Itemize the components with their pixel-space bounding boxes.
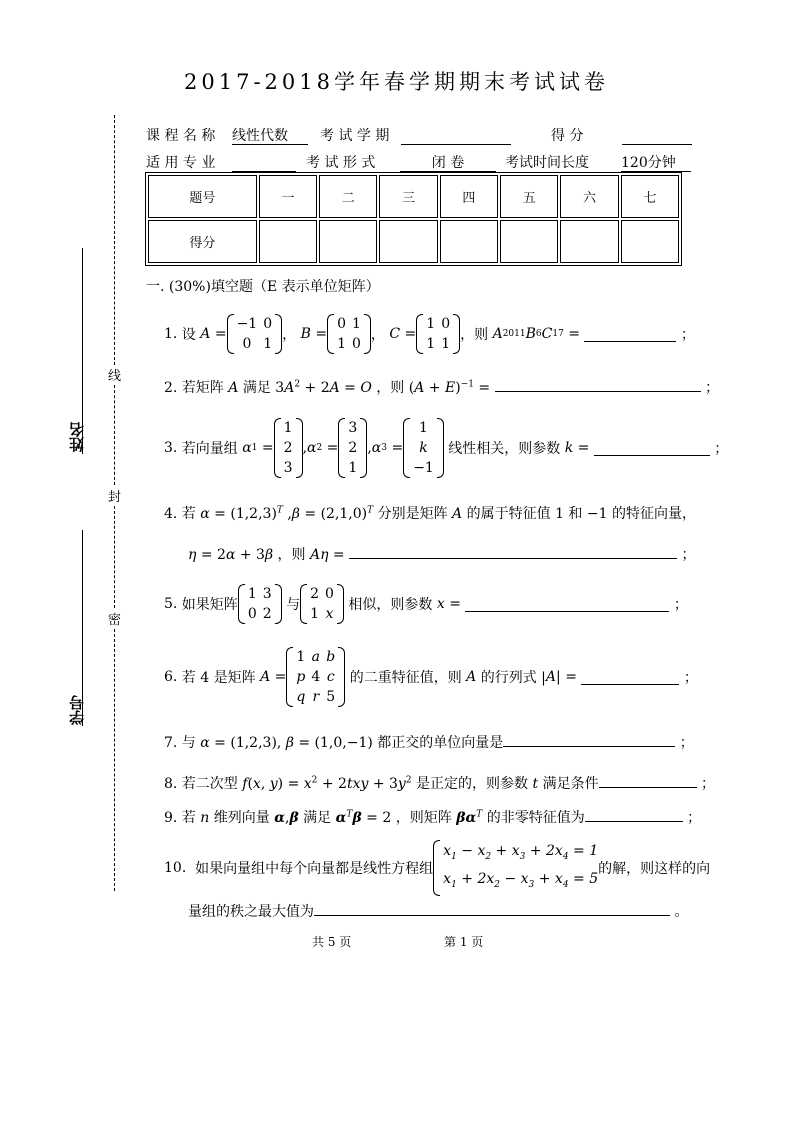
answer-blank-6[interactable]	[581, 670, 679, 685]
score-table	[145, 172, 682, 266]
section-heading: 一. (30%)填空题（E 表示单位矩阵）	[146, 279, 380, 295]
score-cell[interactable]	[500, 220, 558, 263]
question-1: 1. 设 A = −1 0 0 1 ， B = 0 1 1 0 ， C = 1 0 1 1 ，则 A 2011 B 6 C 17 = ；	[164, 316, 695, 352]
footer-total-pages: 共 5 页	[312, 935, 352, 949]
matrix-A: −1 0 0 1	[227, 314, 283, 354]
question-10: 10. 如果向量组中每个向量都是线性方程组 $x_1 - x_2 + x_3 + 2x_4 = 1$ $x_1 + 2x_2 - x_3 + x_4 = 5$ 的解，则这样的向	[164, 845, 710, 891]
score-table-col: 三	[379, 175, 437, 218]
score-table-col: 一	[259, 175, 317, 218]
answer-blank-5[interactable]	[465, 597, 669, 612]
question-number: 2.	[164, 380, 178, 396]
seal-dash-line	[114, 115, 115, 365]
form-value: 闭 卷	[431, 155, 465, 171]
duration-value: 120分钟	[621, 155, 676, 171]
duration-field	[621, 152, 691, 172]
score-cell[interactable]	[259, 220, 317, 263]
vector-alpha3: 1 k −1	[403, 418, 444, 478]
question-2: 2. 若矩阵 A 满足 $3A^2 + 2A = O$ ，则 $(A + E)^{-1}$ = ；	[164, 377, 719, 397]
term-field[interactable]	[401, 125, 511, 145]
score-cell[interactable]	[319, 220, 377, 263]
score-cell[interactable]	[621, 220, 679, 263]
score-cell[interactable]	[560, 220, 618, 263]
question-number: 6.	[164, 669, 178, 685]
answer-blank-2[interactable]	[495, 377, 701, 392]
seal-mi-char: 密	[108, 613, 122, 628]
course-field	[232, 125, 308, 145]
seal-dash-line	[114, 385, 115, 485]
seal-line-char: 线	[108, 369, 122, 384]
score-table-header-row	[148, 175, 679, 218]
major-field[interactable]	[232, 152, 296, 172]
course-label: 课 程 名 称	[146, 128, 216, 144]
answer-blank-8[interactable]	[599, 773, 697, 788]
matrix-C: 1 0 1 1	[416, 314, 460, 354]
score-cell[interactable]	[440, 220, 498, 263]
seal-dash-line	[114, 506, 115, 608]
question-8: 8. 若二次型 f(x, $y) = x^2 + 2txy + 3y^2$ 是正定的，则参数 t 满足条件 ；	[164, 773, 715, 793]
question-4: 4. 若 $\alpha = (1,2,3)^T$ $,\beta = (2,1,0)^T$ 分别是矩阵 A 的属于特征值 1 和 −1 的特征向量，	[164, 505, 696, 522]
vector-alpha2: 3 2 1	[338, 418, 367, 478]
score-table-col: 四	[440, 175, 498, 218]
question-4-cont: η = 2α + 3β ，则 Aη = ；	[188, 544, 696, 564]
score-table-col: 五	[500, 175, 558, 218]
question-3: 3. 若向量组 α 1 = 1 2 3 , α 2 = 3 2 1 , α 3 = 1 k −1 线性相关，则参数 k = ；	[164, 420, 729, 476]
name-label: 姓名	[68, 422, 86, 452]
seal-dash-line	[114, 629, 115, 891]
question-number: 9.	[164, 810, 178, 826]
answer-blank-9[interactable]	[585, 807, 683, 822]
question-number: 4.	[164, 506, 178, 522]
answer-blank-4[interactable]	[349, 544, 677, 559]
score-cell[interactable]	[379, 220, 437, 263]
matrix-A6: 1 a b p 4 c q r 5	[286, 647, 345, 707]
footer-page-number: 第 1 页	[444, 935, 484, 949]
matrix-B: 0 1 1 0	[327, 314, 371, 354]
score-label: 得 分	[551, 128, 584, 144]
answer-blank-7[interactable]	[503, 732, 675, 747]
question-number: 5.	[164, 596, 178, 612]
answer-blank-3[interactable]	[594, 441, 710, 456]
question-6: 6. 若 4 是矩阵 A = 1 a b p 4 c q r 5 的二重特征值，则 A 的行列式 | A | = ；	[164, 649, 698, 705]
vector-alpha1: 1 2 3	[274, 418, 303, 478]
score-field[interactable]	[622, 125, 692, 145]
matrix-P: 1 3 0 2	[238, 584, 282, 624]
question-number: 3.	[164, 440, 178, 456]
duration-label: 考试时间长度	[505, 155, 589, 171]
matrix-Q: 2 0 1 x	[300, 584, 344, 624]
course-value: 线性代数	[232, 128, 288, 144]
exam-title: 2017-2018学年春学期期末考试试卷	[184, 70, 609, 94]
question-number: 8.	[164, 776, 178, 792]
seal-feng-char: 封	[108, 490, 122, 505]
question-5: 5. 如果矩阵 1 3 0 2 与 2 0 1 x 相似，则参数 x = ；	[164, 586, 688, 622]
score-table-score-row	[148, 220, 679, 263]
answer-blank-10[interactable]	[314, 901, 670, 916]
form-field	[400, 152, 496, 172]
question-9: 9. 若 n 维列向量 α,β 满足 $\alpha^T\beta = 2$ ，则矩阵 $\beta\alpha^T$ 的非零特征值为 ；	[164, 807, 701, 827]
major-label: 适 用 专 业	[146, 155, 216, 171]
score-table-head: 得分	[148, 220, 257, 263]
question-number: 7.	[164, 735, 178, 751]
question-number: 10.	[164, 860, 187, 876]
score-table-col: 二	[319, 175, 377, 218]
question-7: 7. 与 α = (1,2,3), β = (1,0,−1) 都正交的单位向量是 ；	[164, 732, 694, 752]
score-table-head: 题号	[148, 175, 257, 218]
score-table-col: 七	[621, 175, 679, 218]
question-number: 1.	[164, 326, 178, 342]
equation-system: $x_1 - x_2 + x_3 + 2x_4 = 1$ $x_1 + 2x_2 - x_3 + x_4 = 5$	[433, 840, 598, 896]
score-table-col: 六	[560, 175, 618, 218]
answer-blank-1[interactable]	[584, 327, 676, 342]
form-label: 考 试 形 式	[306, 155, 376, 171]
id-label: 学号	[68, 695, 86, 725]
term-label: 考 试 学 期	[320, 128, 390, 144]
question-10-cont: 量组的秩之最大值为 。	[188, 901, 688, 921]
